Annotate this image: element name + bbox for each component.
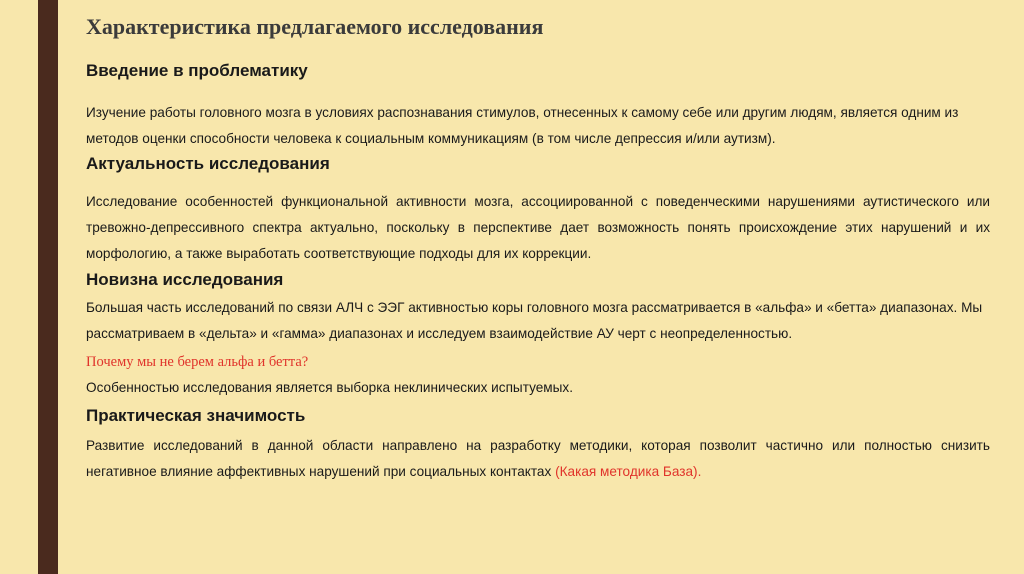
text-practical: Развитие исследований в данной области направлено на разработку методики, которая позволит частично или полностью снизить негативное влияние аффективных нарушений при социальных контактах (86, 438, 990, 479)
heading-relevance: Актуальность исследования (86, 154, 330, 173)
slide-content (86, 60, 990, 485)
left-accent-bar (38, 0, 58, 574)
novelty-sample: Особенностью исследования является выборка неклинических испытуемых. (86, 380, 573, 395)
heading-novelty: Новизна исследования (86, 270, 284, 289)
novelty-question: Почему мы не берем альфа и бетта? (86, 354, 309, 370)
slide-title: Характеристика предлагаемого исследования (86, 14, 544, 39)
text-intro: Изучение работы головного мозга в условиях распознавания стимулов, отнесенных к самому себе или другим людям, является одним из методов оценки способности человека к социальным коммуникациям (в том числе депрессия и/или аутизм). (86, 105, 959, 146)
heading-practical: Практическая значимость (86, 406, 306, 425)
text-novelty: Большая часть исследований по связи АЛЧ с ЭЭГ активностью коры головного мозга рассматривается в «альфа» и «бетта» диапазонах. Мы рассматриваем в «дельта» и «гамма» диапазонах и исследуем взаимодействие АУ черт с неопределенностью. (86, 300, 983, 341)
text-relevance: Исследование особенностей функциональной активности мозга, ассоциированной с поведенческими нарушениями аутистического или тревожно-депрессивного спектра актуально, поскольку в перспективе дает возможность понять происхождение этих нарушений и их морфологию, а также выработать соответствующие подходы для их коррекции. (86, 194, 990, 261)
heading-intro: Введение в проблематику (86, 61, 308, 80)
text-practical-paragraph (86, 433, 990, 485)
practical-note: (Какая методика База). (555, 464, 702, 479)
